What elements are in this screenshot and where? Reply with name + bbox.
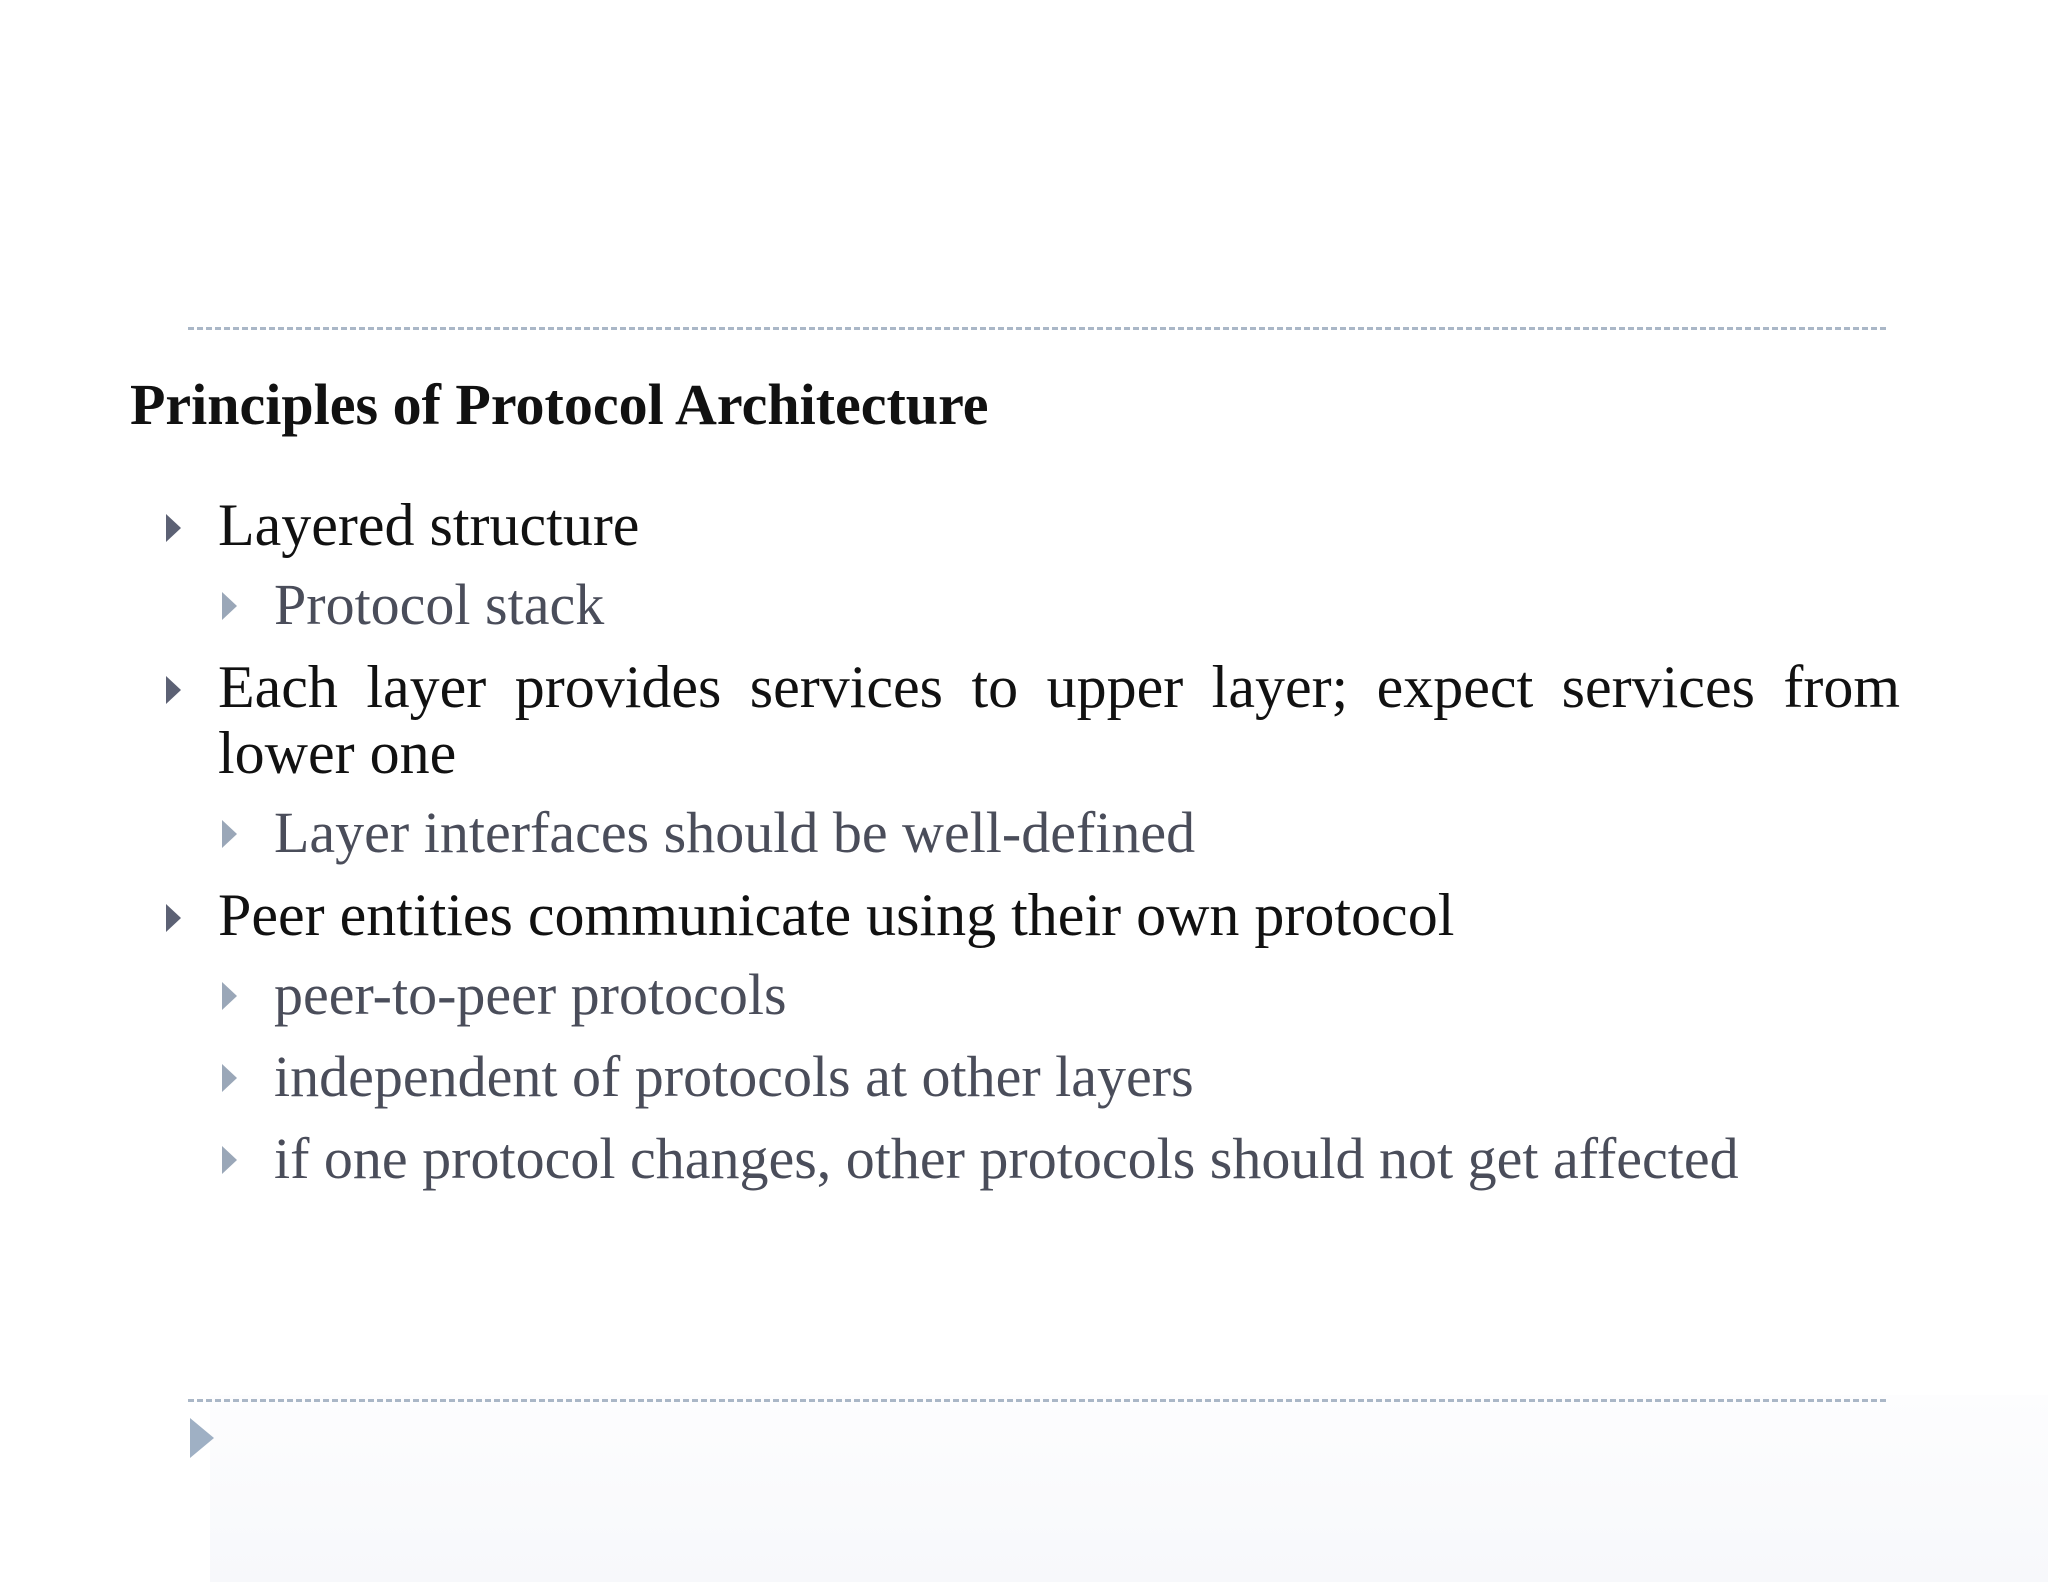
bullet-item xyxy=(160,882,1900,948)
bullet-item xyxy=(160,492,1900,558)
triangle-right-icon xyxy=(166,676,181,704)
footer-band xyxy=(210,1395,2048,1582)
sub-bullet-item xyxy=(216,962,1900,1028)
sub-bullet-item xyxy=(216,800,1900,866)
bullet-list xyxy=(160,492,1900,1208)
sub-bullet-text: Layer interfaces should be well-defined xyxy=(274,800,1196,865)
slide-title: Principles of Protocol Architecture xyxy=(130,372,989,437)
triangle-right-icon xyxy=(166,514,181,542)
triangle-right-icon xyxy=(190,1418,214,1458)
bullet-text: Peer entities communicate using their own protocol xyxy=(218,882,1455,948)
triangle-right-icon xyxy=(222,820,237,848)
triangle-right-icon xyxy=(222,592,237,620)
sub-bullet-item xyxy=(216,1044,1900,1110)
bullet-text: Each layer provides services to upper layer; expect services from lower one xyxy=(218,654,1900,786)
sub-bullet-text: independent of protocols at other layers xyxy=(274,1044,1194,1109)
triangle-right-icon xyxy=(222,1146,237,1174)
sub-bullet-text: peer-to-peer protocols xyxy=(274,962,787,1027)
bullet-text: Layered structure xyxy=(218,492,640,558)
bullet-item xyxy=(160,654,1900,786)
top-divider xyxy=(188,327,1886,330)
sub-bullet-item xyxy=(216,572,1900,638)
sub-bullet-item xyxy=(216,1126,1900,1192)
triangle-right-icon xyxy=(222,1064,237,1092)
triangle-right-icon xyxy=(222,982,237,1010)
triangle-right-icon xyxy=(166,904,181,932)
sub-bullet-text: Protocol stack xyxy=(274,572,605,637)
sub-bullet-text: if one protocol changes, other protocols should not get affected xyxy=(274,1126,1739,1191)
bottom-divider xyxy=(188,1399,1886,1402)
